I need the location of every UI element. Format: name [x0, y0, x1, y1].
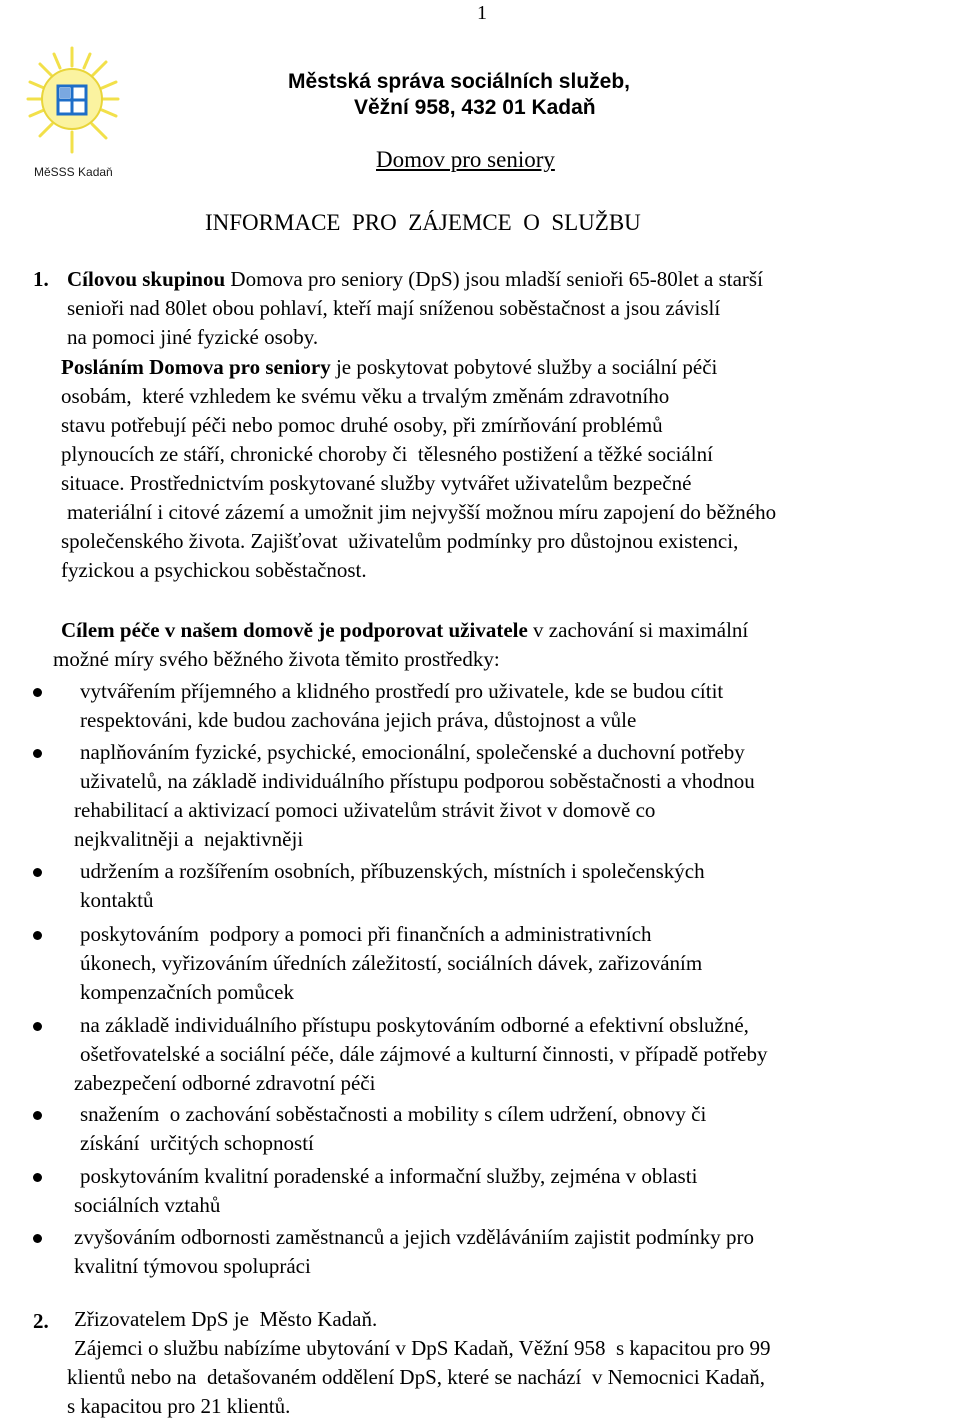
mission-text: je poskytovat pobytové služby a sociální péči: [330, 355, 718, 379]
list-item-7-line-1: poskytováním kvalitní poradenské a informační služby, zejména v oblasti: [80, 1164, 698, 1188]
org-address: Věžní 958, 432 01 Kadaň: [354, 96, 596, 119]
list-item-4-line-2: úkonech, vyřizováním úředních záležitostí, sociálních dávek, zařizováním: [80, 951, 703, 975]
bullet-icon: [33, 868, 42, 877]
list-item-1-line-1: vytvářením příjemného a klidného prostředí pro uživatele, kde se budou cítit: [80, 679, 724, 703]
target-group-label: Cílovou skupinou: [67, 267, 226, 291]
capacity-line-2: klientů nebo na detašovaném oddělení DpS, které se nachází v Nemocnici Kadaň,: [67, 1365, 766, 1389]
list-item-5-line-3: zabezpečení odborné zdravotní péči: [74, 1071, 376, 1095]
list-item-8-line-2: kvalitní týmovou spolupráci: [74, 1254, 311, 1278]
list-item-5-line-1: na základě individuálního přístupu poskytováním odborné a efektivní obslužné,: [80, 1013, 749, 1037]
list-item-5-line-2: ošetřovatelské a sociální péče, dále zájmové a kulturní činnosti, v případě potřeby: [80, 1042, 768, 1066]
page-number: 1: [477, 2, 487, 24]
section-1-number: 1.: [33, 267, 49, 291]
list-item-8-line-1: zvyšováním odbornosti zaměstnanců a jejich vzdělávániím zajistit podmínky pro: [74, 1225, 754, 1249]
target-group-line-3: na pomoci jiné fyzické osoby.: [67, 325, 319, 349]
list-item-3-line-2: kontaktů: [80, 888, 154, 912]
target-group-text: Domova pro seniory (DpS) jsou mladší senioři 65-80let a starší: [225, 267, 763, 291]
goal-line-2: možné míry svého běžného života těmito prostředky:: [53, 647, 500, 671]
list-item-4-line-1: poskytováním podpory a pomoci při finančních a administrativních: [80, 922, 652, 946]
mission-line-1: [61, 353, 717, 383]
list-item-2-line-1: naplňováním fyzické, psychické, emocionální, společenské a duchovní potřeby: [80, 740, 745, 764]
logo-caption: MěSSS Kadaň: [34, 165, 113, 179]
founder-line: Zřizovatelem DpS je Město Kadaň.: [74, 1307, 378, 1331]
list-item-7-line-2: sociálních vztahů: [74, 1193, 221, 1217]
list-item-6-line-2: získání určitých schopností: [80, 1131, 314, 1155]
bullet-icon: [33, 1022, 42, 1031]
mission-line-8: fyzickou a psychickou soběstačnost.: [61, 558, 367, 582]
capacity-line-3: s kapacitou pro 21 klientů.: [67, 1394, 291, 1418]
capacity-line-1: Zájemci o službu nabízíme ubytování v DpS Kadaň, Věžní 958 s kapacitou pro 99: [74, 1336, 771, 1360]
list-item-2-line-3: rehabilitací a aktivizací pomoci uživatelům strávit život v domově co: [74, 798, 656, 822]
goal-label: Cílem péče v našem domově je podporovat uživatele: [61, 618, 528, 642]
list-item-2-line-4: nejkvalitněji a nejaktivněji: [74, 827, 304, 851]
mission-line-4: plynoucích ze stáří, chronické choroby či tělesného postižení a těžké sociální: [61, 442, 713, 466]
goal-text: v zachování si maximální: [527, 618, 749, 642]
bullet-icon: [33, 1234, 42, 1243]
mission-label: Posláním Domova pro seniory: [61, 355, 331, 379]
list-item-6-line-1: snažením o zachování soběstačnosti a mobility s cílem udržení, obnovy či: [80, 1102, 707, 1126]
list-item-2-line-2: uživatelů, na základě individuálního přístupu podporou soběstačnosti a vhodnou: [80, 769, 755, 793]
mission-line-6: materiální i citové zázemí a umožnit jim nejvyšší možnou míru zapojení do běžného: [67, 500, 777, 524]
list-item-3-line-1: udržením a rozšířením osobních, příbuzenských, místních i společenských: [80, 859, 705, 883]
mission-line-3: stavu potřebují péči nebo pomoc druhé osoby, při zmírňování problémů: [61, 413, 663, 437]
bullet-icon: [33, 688, 42, 697]
bullet-icon: [33, 749, 42, 758]
target-group-line-1: [67, 265, 763, 295]
list-item-4-line-3: kompenzačních pomůcek: [80, 980, 294, 1004]
messs-logo: [22, 42, 122, 182]
org-name: Městská správa sociálních služeb,: [288, 70, 630, 93]
bullet-icon: [33, 1111, 42, 1120]
target-group-line-2: senioři nad 80let obou pohlaví, kteří mají sníženou soběstačnost a jsou závislí: [67, 296, 721, 320]
list-item-1-line-2: respektováni, kde budou zachována jejich práva, důstojnost a vůle: [80, 708, 637, 732]
mission-line-5: situace. Prostřednictvím poskytované služby vytvářet uživatelům bezpečné: [61, 471, 692, 495]
section-2-number: 2.: [33, 1309, 49, 1333]
page-title: INFORMACE PRO ZÁJEMCE O SLUŽBU: [205, 210, 641, 235]
bullet-icon: [33, 931, 42, 940]
mission-line-2: osobám, které vzhledem ke svému věku a trvalým změnám zdravotního: [61, 384, 670, 408]
goal-line-1: [61, 616, 748, 646]
bullet-icon: [33, 1173, 42, 1182]
mission-line-7: společenského života. Zajišťovat uživatelům podmínky pro důstojnou existenci,: [61, 529, 739, 553]
subtitle: Domov pro seniory: [376, 147, 555, 172]
